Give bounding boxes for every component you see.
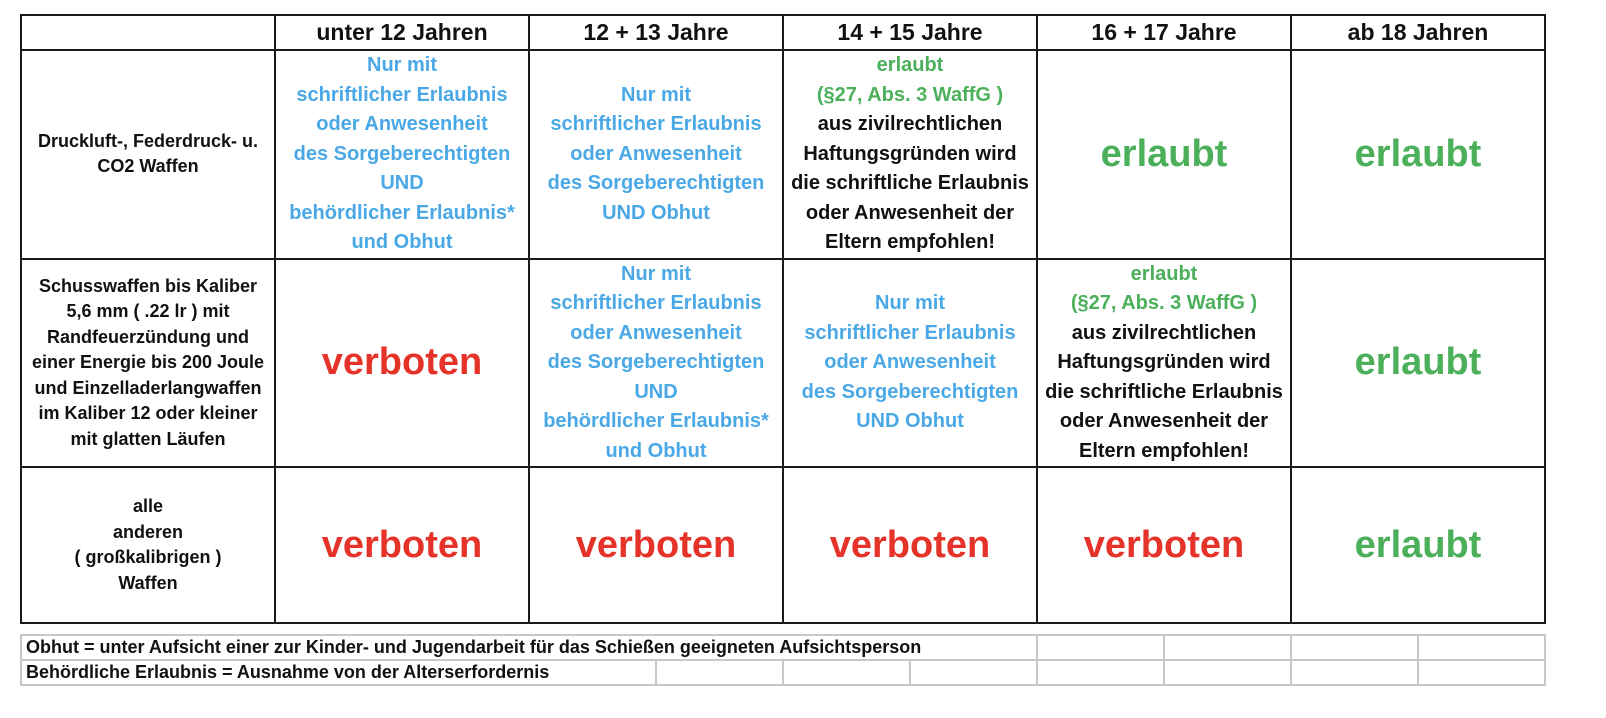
rule-line: Nur mit [367,54,437,76]
status-forbidden: verboten [1083,523,1245,566]
row-label-line: CO2 Waffen [97,156,199,177]
rule-line: oder Anwesenheit [316,113,488,135]
rule-line: Nur mit [621,262,691,285]
empty-cell [1037,635,1164,660]
rule-line: die schriftliche Erlaubnis [1045,380,1283,403]
rule-cell [783,50,1037,259]
rule-line: behördlicher Erlaubnis* [289,201,515,224]
rule-line: oder Anwesenheit [824,351,996,373]
rule-line: UND Obhut [856,410,964,432]
rule-cell [1037,467,1291,623]
table-row [21,50,1545,259]
status-allowed: erlaubt [1354,132,1482,175]
rule-line: behördlicher Erlaubnis* [543,410,769,432]
empty-cell [1164,660,1291,685]
status-forbidden: verboten [321,341,483,384]
header-cell-corner [21,15,275,50]
rule-line: (§27, Abs. 3 WaffG ) [816,83,1004,106]
status-forbidden: verboten [575,523,737,566]
rule-line: erlaubt [876,54,944,76]
rule-cell [783,259,1037,468]
rule-cell [783,467,1037,623]
rule-cell [275,50,529,259]
rule-line: Haftungsgründen wird [1057,351,1271,373]
footnote-row-obhut [21,635,1545,660]
rule-line: erlaubt [1130,262,1198,285]
status-forbidden: verboten [829,523,991,566]
row-label-line: einer Energie bis 200 Joule [31,352,265,372]
rule-cell [529,467,783,623]
rule-line: schriftlicher Erlaubnis [804,321,1016,344]
rule-line: Nur mit [621,83,691,106]
row-label-line: mit glatten Läufen [70,428,226,449]
header-cell-16-17: 16 + 17 Jahre [1037,15,1291,50]
rule-line: schriftlicher Erlaubnis [296,83,508,106]
rule-line: und Obhut [351,231,453,253]
empty-cell [910,660,1037,685]
rule-line: UND Obhut [602,201,710,224]
row-label-line: ( großkalibrigen ) [74,547,222,567]
row-label-air-guns [21,50,275,259]
rule-line: des Sorgeberechtigten [547,351,765,373]
empty-cell [1291,660,1418,685]
header-cell-18-plus: ab 18 Jahren [1291,15,1545,50]
row-label-small-calibre [21,259,275,468]
rule-line: oder Anwesenheit [570,321,742,344]
row-label-line: und Einzelladerlangwaffen [34,377,262,398]
header-cell-under-12: unter 12 Jahren [275,15,529,50]
rule-line: aus zivilrechtlichen [1071,321,1257,344]
rule-line: des Sorgeberechtigten [293,142,511,165]
rule-cell [1037,259,1291,468]
rule-line: Eltern empfohlen! [824,231,995,253]
rule-line: aus zivilrechtlichen [817,113,1003,135]
row-label-line: anderen [112,521,184,542]
footnote-row-erlaubnis [21,660,1545,685]
rule-cell [529,259,783,468]
status-allowed: erlaubt [1100,132,1228,175]
rule-line: oder Anwesenheit [570,142,742,165]
rule-line: Haftungsgründen wird [803,142,1017,165]
rule-cell [1291,50,1545,259]
rule-line: des Sorgeberechtigten [547,172,765,194]
empty-cell [1037,660,1164,685]
empty-cell [1418,660,1545,685]
status-allowed: erlaubt [1354,341,1482,384]
status-forbidden: verboten [321,523,483,566]
rule-line: oder Anwesenheit der [1059,410,1269,432]
row-label-line: Waffen [118,572,178,593]
row-label-line: im Kaliber 12 oder kleiner [38,403,258,423]
rule-line: Eltern empfohlen! [1078,439,1249,462]
row-label-line: Schusswaffen bis Kaliber [38,275,258,296]
header-cell-12-13: 12 + 13 Jahre [529,15,783,50]
rule-line: (§27, Abs. 3 WaffG ) [1070,292,1258,314]
row-label-large-calibre [21,467,275,623]
table-row [21,259,1545,468]
table-row [21,467,1545,623]
rule-line: des Sorgeberechtigten [801,380,1019,403]
rule-cell [1291,259,1545,468]
rule-line: die schriftliche Erlaubnis [791,172,1029,194]
empty-cell [783,660,910,685]
header-row [21,15,1545,50]
footnote-erlaubnis: Behördliche Erlaubnis = Ausnahme von der Alterserfordernis [21,660,656,685]
rule-cell [1291,467,1545,623]
rule-cell [1037,50,1291,259]
row-label-line: 5,6 mm ( .22 lr ) mit [66,301,230,321]
rule-cell [275,467,529,623]
rule-cell [275,259,529,468]
rule-line: Nur mit [875,292,945,314]
row-label-line: alle [132,496,164,516]
rule-line: UND [380,172,424,194]
rule-line: oder Anwesenheit der [805,201,1015,224]
header-cell-14-15: 14 + 15 Jahre [783,15,1037,50]
empty-cell [656,660,783,685]
status-allowed: erlaubt [1354,523,1482,566]
empty-cell [1291,635,1418,660]
age-rules-table [20,14,1546,624]
row-label-line: Druckluft-, Federdruck- u. [37,130,259,151]
footnote-obhut: Obhut = unter Aufsicht einer zur Kinder- und Jugendarbeit für das Schießen geeigneten Aufsichtsperson [21,635,1037,660]
empty-cell [1418,635,1545,660]
footnote-table [20,634,1546,686]
rule-line: und Obhut [605,439,707,462]
rule-cell [529,50,783,259]
row-label-line: Randfeuerzündung und [47,326,249,347]
rule-line: schriftlicher Erlaubnis [550,292,762,314]
rule-line: schriftlicher Erlaubnis [550,113,762,135]
rule-line: UND [634,380,678,403]
empty-cell [1164,635,1291,660]
